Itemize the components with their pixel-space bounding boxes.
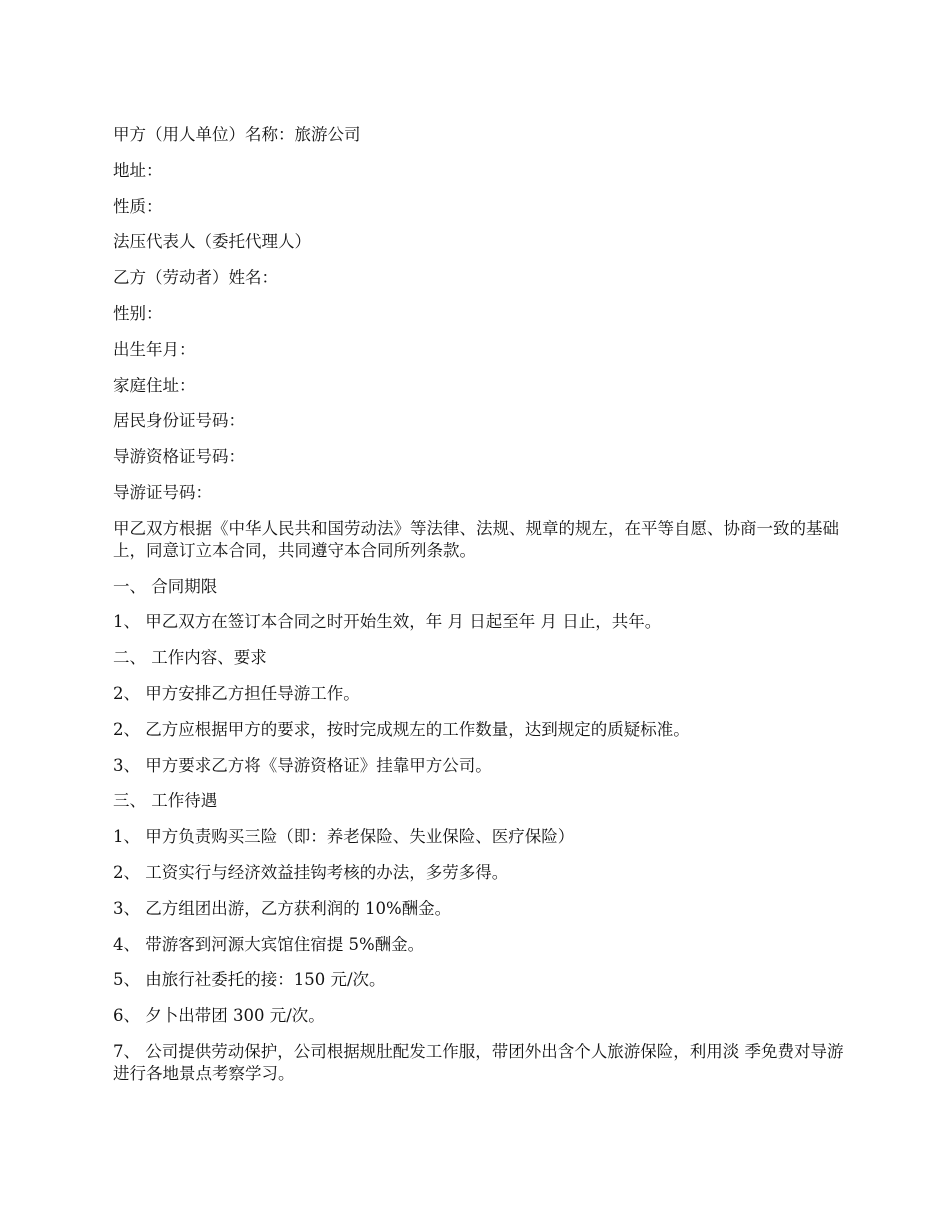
- nature-line: 性质：: [113, 196, 163, 216]
- guide-qualification-number-line: 导游资格证号码：: [113, 447, 245, 467]
- clause: 2、 乙方应根据甲方的要求，按时完成规左的工作数量，达到规定的质疑标准。: [113, 719, 690, 739]
- clause: 5、 由旅行社委托的接：150 元/次。: [113, 970, 386, 990]
- clause: 3、 乙方组团出游，乙方获利润的 10%酬金。: [113, 898, 452, 918]
- clause: 2、 工资实行与经济效益挂钩考核的办法，多劳多得。: [113, 862, 509, 882]
- home-address-line: 家庭住址：: [113, 375, 196, 395]
- clause: 1、 甲乙双方在签订本合同之时开始生效，年 月 日起至年 月 日止，共年。: [113, 612, 662, 632]
- contract-document: [113, 124, 848, 1099]
- section-heading: 一、 合同期限: [113, 576, 218, 596]
- birth-date-line: 出生年月：: [113, 339, 196, 359]
- guide-license-number-line: 导游证号码：: [113, 482, 212, 502]
- id-number-line: 居民身份证号码：: [113, 411, 245, 431]
- intro-paragraph: 甲乙双方根据《中华人民共和国劳动法》等法律、法规、规章的规左，在平等自愿、协商一致的基础上，同意订立本合同，共同遵守本合同所列条款。: [113, 518, 839, 560]
- section-heading: 二、 工作内容、要求: [113, 648, 267, 668]
- clause: 1、 甲方负责购买三险（即：养老保险、失业保险、医疗保险）: [113, 827, 575, 847]
- clause: 4、 带游客到河源大宾馆住宿提 5%酬金。: [113, 934, 425, 954]
- clause: 3、 甲方要求乙方将《导游资格证》挂靠甲方公司。: [113, 755, 492, 775]
- legal-representative-line: 法压代表人（委托代理人）: [113, 232, 311, 252]
- gender-line: 性别：: [113, 303, 163, 323]
- clause: 6、 夕卜出带团 300 元/次。: [113, 1006, 325, 1026]
- address-line: 地址：: [113, 160, 163, 180]
- employer-name-line: 甲方（用人单位）名称：旅游公司: [113, 125, 361, 144]
- section-heading: 三、 工作待遇: [113, 791, 218, 811]
- clause: 2、 甲方安排乙方担任导游工作。: [113, 683, 360, 703]
- clause-paragraph: 7、 公司提供劳动保护，公司根据规肚配发工作服，带团外出含个人旅游保险，利用淡 季免费对导游进行各地景点考察学习。: [113, 1041, 844, 1083]
- employee-name-line: 乙方（劳动者）姓名：: [113, 268, 278, 288]
